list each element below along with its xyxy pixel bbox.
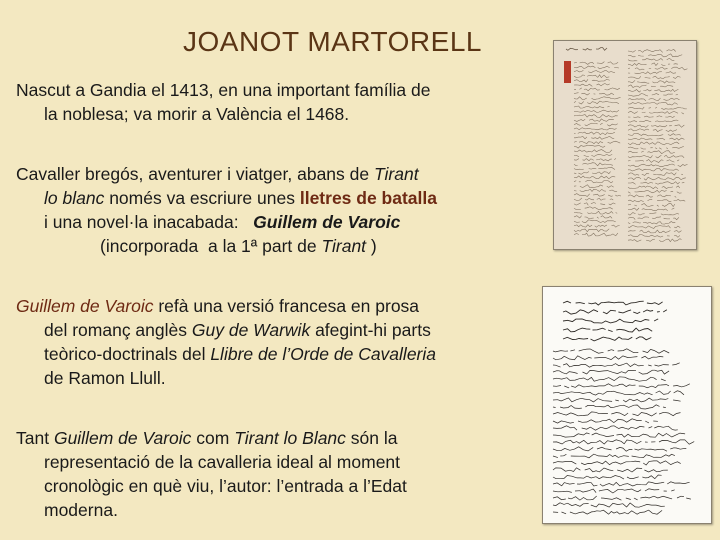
text-run: Tant bbox=[16, 428, 54, 448]
text-line bbox=[16, 162, 516, 186]
text-line: Nascut a Gandia el 1413, en una important família de bbox=[16, 80, 431, 100]
work-title: Guillem de Varoic bbox=[253, 212, 401, 232]
text-run: afegint-hi parts bbox=[310, 320, 431, 340]
text-line bbox=[16, 186, 516, 210]
text-run: són la bbox=[345, 428, 398, 448]
work-title: Guillem de Varoic bbox=[16, 296, 154, 316]
text-line bbox=[16, 294, 516, 318]
varoic-paragraph bbox=[16, 294, 516, 390]
text-line: la noblesa; va morir a València el 1468. bbox=[44, 104, 350, 124]
work-title: Tirant bbox=[373, 164, 419, 184]
conclusion-paragraph bbox=[16, 426, 516, 522]
manuscript-page-image bbox=[553, 40, 697, 250]
work-title: Guy de Warwik bbox=[191, 320, 311, 340]
text-run: com bbox=[191, 428, 235, 448]
text-line bbox=[16, 234, 516, 258]
work-title: lo blanc bbox=[44, 188, 105, 208]
text-run: i una novel·la inacabada: bbox=[44, 212, 254, 232]
birth-paragraph bbox=[16, 78, 516, 126]
career-paragraph bbox=[16, 162, 516, 258]
work-title: Tirant bbox=[321, 236, 367, 256]
text-line: representació de la cavalleria ideal al moment bbox=[44, 452, 401, 472]
handwritten-letter-drawing bbox=[543, 287, 711, 523]
text-run: només va escriure unes bbox=[104, 188, 300, 208]
text-line bbox=[16, 342, 516, 366]
text-run: ) bbox=[366, 236, 377, 256]
page-title: JOANOT MARTORELL bbox=[183, 26, 482, 57]
illuminated-initial bbox=[564, 61, 571, 83]
handwritten-letter-image bbox=[542, 286, 712, 524]
text-line bbox=[16, 426, 516, 450]
text-run: refà una versió francesa en prosa bbox=[153, 296, 420, 316]
text-run: (incorporada a la 1ª part de bbox=[100, 236, 322, 256]
text-line: de Ramon Llull. bbox=[44, 368, 166, 388]
highlighted-term: lletres de batalla bbox=[299, 188, 437, 208]
text-line: cronològic en què viu, l’autor: l’entrada a l’Edat bbox=[44, 476, 407, 496]
text-run: del romanç anglès bbox=[44, 320, 192, 340]
manuscript-page-drawing bbox=[554, 41, 696, 249]
work-title: Tirant lo Blanc bbox=[234, 428, 346, 448]
text-run: Cavaller bregós, aventurer i viatger, abans de bbox=[16, 164, 374, 184]
text-line bbox=[16, 210, 516, 234]
work-title: Guillem de Varoic bbox=[53, 428, 192, 448]
work-title: Llibre de l’Orde de Cavalleria bbox=[210, 344, 436, 364]
text-line: moderna. bbox=[44, 500, 118, 520]
text-line bbox=[16, 318, 516, 342]
text-run: teòrico-doctrinals del bbox=[44, 344, 211, 364]
